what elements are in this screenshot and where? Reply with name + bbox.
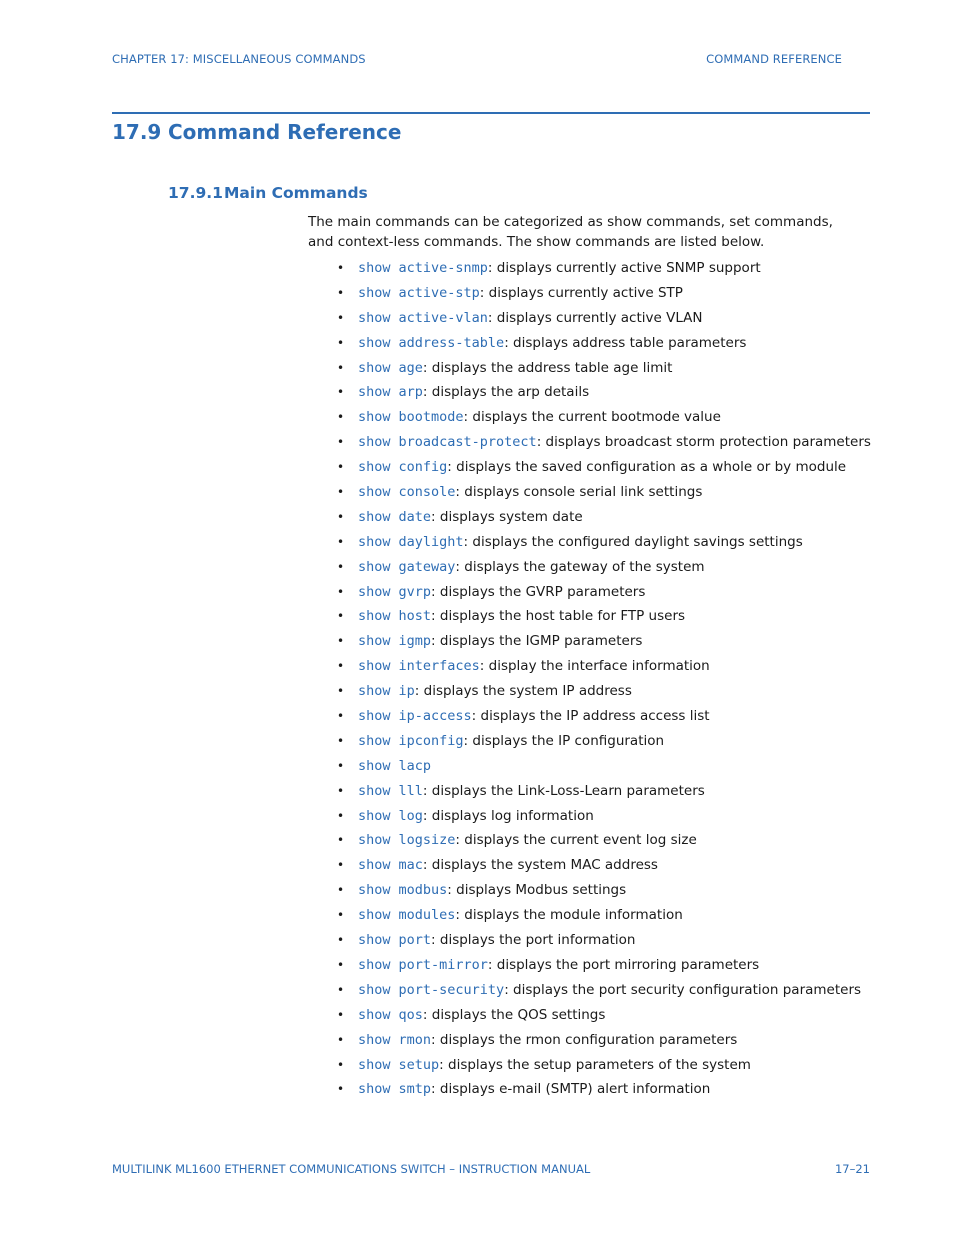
command-description: : displays system date [431, 508, 583, 525]
command-keyword: show [358, 309, 391, 326]
bullet-icon: • [337, 883, 345, 898]
command-argument: daylight [398, 533, 464, 550]
command-argument: ipconfig [398, 732, 464, 749]
list-item [334, 953, 874, 978]
command-description: : displays the GVRP parameters [431, 583, 646, 600]
command-keyword: show [358, 1031, 391, 1048]
command-keyword: show [358, 533, 391, 550]
command-keyword: show [358, 334, 391, 351]
bullet-icon: • [337, 609, 345, 624]
list-item [334, 530, 874, 555]
command-keyword: show [358, 708, 391, 725]
bullet-icon: • [337, 733, 345, 748]
command-entry [358, 306, 702, 331]
command-argument: setup [398, 1056, 440, 1073]
command-argument: config [398, 459, 448, 476]
list-item [334, 331, 874, 356]
command-keyword: show [358, 384, 391, 401]
command-argument: port [398, 932, 432, 949]
list-item [334, 804, 874, 829]
list-item [334, 306, 874, 331]
command-argument: age [398, 359, 423, 376]
bullet-icon: • [337, 385, 345, 400]
bullet-icon: • [337, 957, 345, 972]
command-argument: bootmode [398, 409, 464, 426]
command-keyword: show [358, 558, 391, 575]
command-keyword: show [358, 732, 391, 749]
bullet-icon: • [337, 758, 345, 773]
intro-paragraph: The main commands can be categorized as show commands, set commands, and context-less commands. The show commands are listed below. [308, 214, 833, 250]
command-argument: igmp [398, 633, 432, 650]
command-argument: active-snmp [398, 260, 488, 276]
command-entry [358, 380, 589, 405]
command-description: : displays the port information [431, 932, 636, 949]
list-item [334, 555, 874, 580]
command-keyword: show [358, 757, 391, 774]
list-item [334, 679, 874, 704]
command-entry [358, 828, 697, 853]
command-entry [358, 604, 685, 629]
command-entry [358, 505, 583, 530]
subsection-number: 17.9.1 [168, 184, 223, 202]
command-entry [358, 555, 705, 580]
command-keyword: show [358, 857, 391, 874]
command-entry [358, 530, 803, 555]
subsection-title: Main Commands [224, 184, 368, 202]
list-item [334, 1003, 874, 1028]
section-title: Command Reference [168, 120, 402, 144]
list-item [334, 828, 874, 853]
command-entry [358, 729, 664, 754]
list-item [334, 853, 874, 878]
command-entry [358, 629, 642, 654]
bullet-icon: • [337, 335, 345, 350]
command-description: : displays broadcast storm protection parameters [536, 434, 871, 451]
list-item [334, 878, 874, 903]
command-description: : displays the saved configuration as a whole or by module [447, 459, 847, 476]
command-description: : displays the port security configuration parameters [504, 981, 862, 998]
command-entry [358, 754, 431, 779]
bullet-icon: • [337, 485, 345, 500]
bullet-icon: • [337, 285, 345, 300]
list-item [334, 1077, 874, 1102]
command-entry [358, 903, 683, 928]
command-entry [358, 256, 761, 281]
section-rule [112, 112, 870, 114]
command-keyword: show [358, 683, 391, 700]
command-keyword: show [358, 508, 391, 525]
bullet-icon: • [337, 709, 345, 724]
command-entry [358, 1053, 751, 1078]
command-description: : displays currently active SNMP support [487, 260, 761, 276]
manual-title: MULTILINK ML1600 ETHERNET COMMUNICATIONS SWITCH – INSTRUCTION MANUAL [112, 1162, 591, 1176]
command-keyword: show [358, 1081, 391, 1098]
section-heading [112, 120, 401, 144]
command-entry [358, 654, 710, 679]
list-item [334, 604, 874, 629]
command-argument: log [398, 807, 423, 824]
command-keyword: show [358, 608, 391, 625]
command-entry [358, 804, 594, 829]
bullet-icon: • [337, 1007, 345, 1022]
list-item [334, 629, 874, 654]
command-entry [358, 356, 672, 381]
command-argument: modules [398, 907, 456, 924]
bullet-icon: • [337, 684, 345, 699]
command-keyword: show [358, 409, 391, 426]
command-description: : displays Modbus settings [447, 882, 627, 899]
list-item [334, 580, 874, 605]
bullet-icon: • [337, 858, 345, 873]
command-entry [358, 430, 871, 455]
bullet-icon: • [337, 460, 345, 475]
command-description: : displays the address table age limit [422, 359, 673, 376]
bullet-icon: • [337, 310, 345, 325]
command-keyword: show [358, 832, 391, 849]
command-description: : displays the QOS settings [422, 1006, 606, 1023]
chapter-title: CHAPTER 17: MISCELLANEOUS COMMANDS [112, 52, 366, 66]
command-entry [358, 1077, 710, 1102]
command-description: : displays console serial link settings [455, 484, 703, 501]
command-argument: gateway [398, 558, 456, 575]
command-argument: lacp [398, 757, 432, 774]
command-keyword: show [358, 882, 391, 899]
command-description: : displays log information [422, 807, 594, 824]
command-entry [358, 878, 626, 903]
command-keyword: show [358, 633, 391, 650]
command-entry [358, 953, 759, 978]
bullet-icon: • [337, 908, 345, 923]
bullet-icon: • [337, 808, 345, 823]
command-argument: ip-access [398, 708, 472, 725]
list-item [334, 430, 874, 455]
command-entry [358, 704, 710, 729]
command-entry [358, 928, 635, 953]
command-keyword: show [358, 1056, 391, 1073]
subsection-heading [168, 184, 368, 202]
command-keyword: show [358, 782, 391, 799]
bullet-icon: • [337, 833, 345, 848]
command-keyword: show [358, 981, 391, 998]
command-entry [358, 779, 705, 804]
command-description: : display the interface information [479, 658, 710, 675]
command-keyword: show [358, 1006, 391, 1023]
command-argument: ip [398, 683, 415, 700]
list-item [334, 704, 874, 729]
bullet-icon: • [337, 360, 345, 375]
list-item [334, 405, 874, 430]
command-entry [358, 405, 721, 430]
command-description: : displays the rmon configuration parameters [431, 1031, 738, 1048]
command-entry [358, 1003, 605, 1028]
command-description: : displays the IGMP parameters [431, 633, 643, 650]
list-item [334, 1028, 874, 1053]
command-keyword: show [358, 956, 391, 973]
command-keyword: show [358, 284, 391, 301]
bullet-icon: • [337, 1082, 345, 1097]
page-footer [112, 1162, 870, 1176]
bullet-icon: • [337, 584, 345, 599]
list-item [334, 978, 874, 1003]
page-number: 17–21 [834, 1162, 870, 1176]
list-item [334, 281, 874, 306]
command-argument: active-vlan [398, 309, 488, 326]
command-description: : displays the current bootmode value [463, 409, 721, 426]
bullet-icon: • [337, 783, 345, 798]
command-argument: console [398, 484, 456, 501]
command-argument: modbus [398, 882, 448, 899]
command-keyword: show [358, 807, 391, 824]
command-description: : displays the configured daylight savings settings [463, 533, 803, 550]
command-argument: address-table [398, 334, 505, 351]
command-description: : displays the arp details [422, 384, 590, 401]
list-item [334, 903, 874, 928]
command-keyword: show [358, 583, 391, 600]
bullet-icon: • [337, 982, 345, 997]
command-argument: active-stp [398, 284, 480, 301]
command-entry [358, 455, 846, 480]
command-argument: logsize [398, 832, 456, 849]
command-keyword: show [358, 359, 391, 376]
command-argument: qos [398, 1006, 423, 1023]
command-keyword: show [358, 907, 391, 924]
command-description: : displays address table parameters [504, 334, 747, 351]
bullet-icon: • [337, 435, 345, 450]
command-argument: date [398, 508, 432, 525]
command-argument: host [398, 608, 432, 625]
command-entry [358, 853, 658, 878]
command-keyword: show [358, 658, 391, 675]
command-keyword: show [358, 459, 391, 476]
command-description: : displays e-mail (SMTP) alert information [431, 1081, 711, 1098]
bullet-icon: • [337, 634, 345, 649]
command-entry [358, 480, 702, 505]
command-description: : displays the host table for FTP users [431, 608, 686, 625]
command-entry [358, 281, 683, 306]
command-description: : displays the setup parameters of the system [439, 1056, 751, 1073]
command-description: : displays the IP configuration [463, 732, 665, 749]
command-entry [358, 1028, 737, 1053]
command-argument: lll [398, 782, 423, 799]
list-item [334, 380, 874, 405]
bullet-icon: • [337, 509, 345, 524]
command-description: : displays the port mirroring parameters [487, 956, 760, 973]
command-argument: port-security [398, 981, 505, 998]
command-argument: gvrp [398, 583, 432, 600]
list-item [334, 480, 874, 505]
command-argument: arp [398, 384, 423, 401]
bullet-icon: • [337, 1057, 345, 1072]
list-item [334, 505, 874, 530]
command-keyword: show [358, 484, 391, 501]
list-item [334, 455, 874, 480]
command-description: : displays the system MAC address [422, 857, 658, 874]
command-description: : displays currently active VLAN [487, 309, 703, 326]
command-description: : displays the IP address access list [471, 708, 710, 725]
command-argument: mac [398, 857, 423, 874]
list-item [334, 654, 874, 679]
list-item [334, 256, 874, 281]
bullet-icon: • [337, 534, 345, 549]
command-argument: interfaces [398, 658, 480, 675]
command-description: : displays the current event log size [455, 832, 697, 849]
list-item [334, 779, 874, 804]
command-argument: port-mirror [398, 956, 488, 973]
list-item [334, 356, 874, 381]
command-entry [358, 978, 861, 1003]
list-item [334, 729, 874, 754]
list-item [334, 1053, 874, 1078]
command-description: : displays the system IP address [414, 683, 632, 700]
section-running-title: COMMAND REFERENCE [706, 52, 842, 66]
command-entry [358, 580, 645, 605]
bullet-icon: • [337, 933, 345, 948]
command-description: : displays currently active STP [479, 284, 683, 301]
command-entry [358, 331, 746, 356]
command-argument: rmon [398, 1031, 432, 1048]
running-header [112, 52, 842, 66]
command-keyword: show [358, 260, 391, 276]
list-item [334, 928, 874, 953]
bullet-icon: • [337, 410, 345, 425]
command-description: : displays the gateway of the system [455, 558, 705, 575]
command-description: : displays the module information [455, 907, 683, 924]
command-description: : displays the Link-Loss-Learn parameters [422, 782, 705, 799]
list-item [334, 754, 874, 779]
bullet-icon: • [337, 1032, 345, 1047]
command-argument: smtp [398, 1081, 432, 1098]
bullet-icon: • [337, 261, 345, 275]
command-entry [358, 679, 632, 704]
bullet-icon: • [337, 659, 345, 674]
command-keyword: show [358, 434, 391, 451]
section-number: 17.9 [112, 120, 162, 144]
command-keyword: show [358, 932, 391, 949]
command-argument: broadcast-protect [398, 434, 537, 451]
bullet-icon: • [337, 559, 345, 574]
command-list [334, 256, 874, 1102]
